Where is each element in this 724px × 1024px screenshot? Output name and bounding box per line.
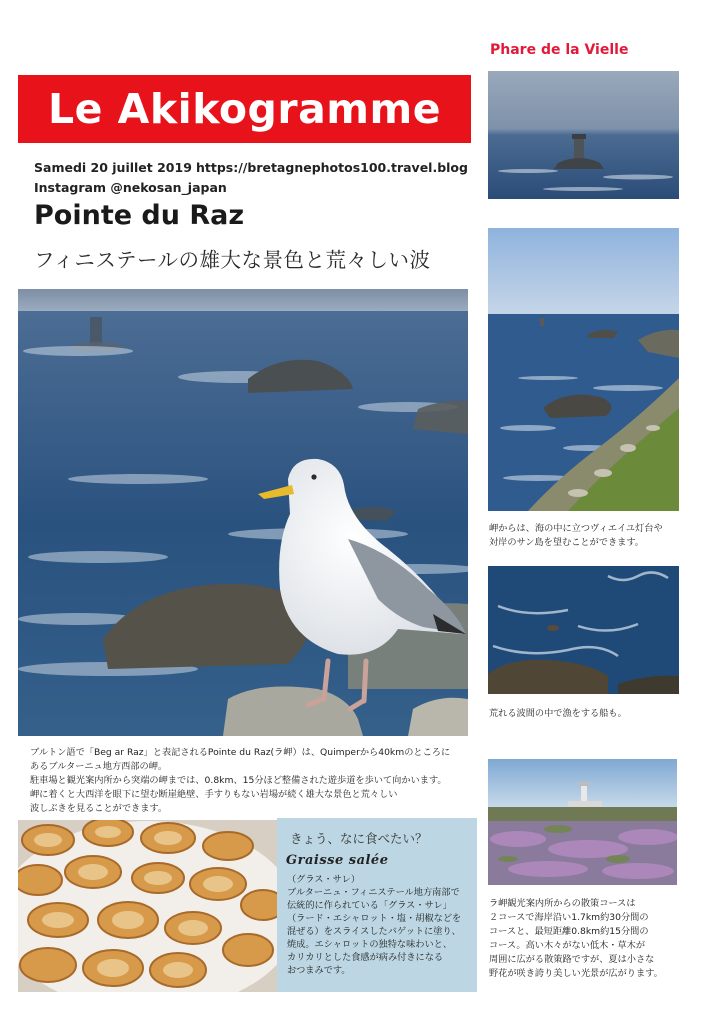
food-text-line-5: 混ぜる）をスライスしたバゲットに塗り、 (287, 926, 461, 937)
lighthouse-photo (488, 71, 679, 199)
masthead-title: Le Akikogramme (47, 85, 442, 133)
sidebar-caption-3-line-6: 野花が咲き誇り美しい光景が広がります。 (489, 968, 663, 979)
article-body-line-1: ブルトン語で「Beg ar Raz」と表記されるPointe du Raz(ラ岬）は、Quimperから40kmのところに (30, 747, 451, 758)
sidebar-caption-2: 荒れる波間の中で漁をする船も。 (489, 708, 627, 719)
sidebar-caption-3-line-5: 周囲に広がる散策路ですが、夏は小さな (489, 954, 655, 965)
heather-photo (488, 759, 677, 885)
food-text-line-8: おつまみです。 (287, 965, 351, 976)
sidebar-caption-1-line-2: 対岸のサン島を望むことができます。 (489, 537, 644, 548)
article-body-line-3: 駐車場と観光案内所から突端の岬までは、0.8km、15分ほど整備された遊歩道を歩いて向かいます。 (30, 775, 447, 786)
coastline-photo (488, 228, 679, 511)
masthead-banner (18, 75, 471, 143)
food-question: きょう、なに食べたい？ (290, 831, 428, 846)
sidebar-caption-3-line-2: ２コースで海岸沿い1.7km約30分間の (489, 912, 649, 923)
sidebar-title: Phare de la Vielle (490, 42, 629, 58)
food-text-line-6: 焼成。エシャロットの独特な味わいと、 (287, 939, 453, 950)
food-text-line-1: （グラス・サレ） (287, 874, 361, 885)
rough-sea-photo (488, 566, 679, 694)
article-body-line-4: 岬に着くと大西洋を眼下に望む断崖絶壁、手すりもない岩場が続く雄大な景色と荒々しい (30, 789, 398, 800)
sidebar-caption-3-line-4: コース。高い木々がない低木・草木が (489, 940, 646, 951)
seagull-photo (18, 289, 468, 736)
blog-url[interactable]: https://bretagnephotos100.travel.blog (196, 160, 468, 175)
toast-photo (18, 820, 277, 992)
food-text-line-4: （ラード・エシャロット・塩・胡椒などを (287, 913, 462, 924)
article-body-line-5: 波しぶきを見ることができます。 (30, 803, 168, 814)
food-name: Graisse salée (286, 853, 389, 868)
article-subtitle: フィニステールの雄大な景色と荒々しい波 (34, 248, 431, 272)
article-title: Pointe du Raz (34, 200, 245, 231)
food-text-line-3: 伝統的に作られている「グラス・サレ」 (287, 900, 452, 911)
sidebar-caption-3-line-1: ラ岬観光案内所からの散策コースは (489, 898, 636, 909)
publication-date: Samedi 20 juillet 2019 (34, 160, 192, 175)
sidebar-caption-1-line-1: 岬からは、海の中に立つヴィエイユ灯台や (489, 523, 663, 534)
food-text-line-7: カリカリとした食感が病み付きになる (287, 952, 444, 963)
instagram-handle[interactable]: Instagram @nekosan_japan (34, 180, 227, 195)
food-text-line-2: ブルターニュ・フィニステール地方南部で (287, 887, 460, 898)
sidebar-caption-3-line-3: コースと、最短距離0.8km約15分間の (489, 926, 649, 937)
article-body-line-2: あるブルターニュ地方西部の岬。 (30, 761, 168, 772)
